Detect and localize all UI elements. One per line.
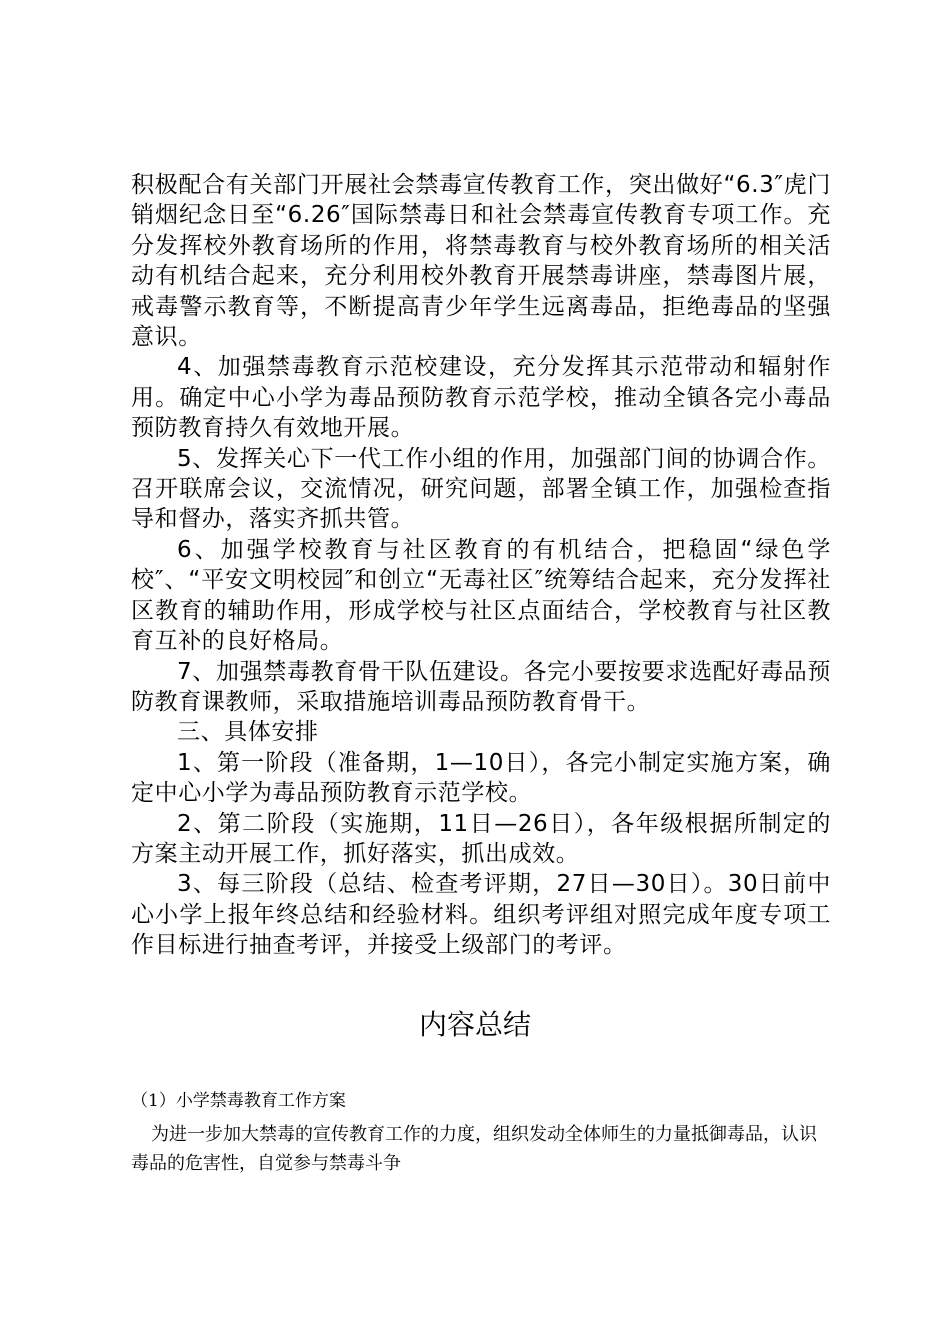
paragraph-item-4-model-school: 4、加强禁毒教育示范校建设，充分发挥其示范带动和辐射作用。确定中心小学为毒品预防教育示范学校，推动全镇各完小毒品预防教育持久有效地开展。 — [131, 354, 831, 442]
summary-section — [131, 1087, 831, 1178]
paragraph-stage-1: 1、第一阶段（准备期，1—10日），各完小制定实施方案，确定中心小学为毒品预防教育示范学校。 — [131, 749, 831, 807]
summary-sub-heading: （1）小学禁毒教育工作方案 — [131, 1091, 346, 1111]
paragraph-item-7-teacher-team: 7、加强禁毒教育骨干队伍建设。各完小要按要求选配好毒品预防教育课教师，采取措施培训毒品预防教育骨干。 — [131, 658, 831, 715]
paragraph-stage-3: 3、每三阶段（总结、检查考评期，27日—30日）。30日前中心小学上报年终总结和经验材料。组织考评组对照完成年度专项工作目标进行抽查考评，并接受上级部门的考评。 — [131, 871, 831, 959]
paragraph-item-6-school-community: 6、加强学校教育与社区教育的有机结合，把稳固“绿色学校″、“平安文明校园″和创立“无毒社区″统筹结合起来，充分发挥社区教育的辅助作用，形成学校与社区点面结合，学校教育与社区教育互补的良好格局。 — [131, 536, 831, 655]
paragraph-stage-2: 2、第二阶段（实施期，11日—26日），各年级根据所制定的方案主动开展工作，抓好落实，抓出成效。 — [131, 810, 831, 867]
paragraph-item-5-coordination: 5、发挥关心下一代工作小组的作用，加强部门间的协调合作。召开联席会议，交流情况，研究问题，部署全镇工作，加强检查指导和督办，落实齐抓共管。 — [131, 445, 831, 533]
summary-intro: 为进一步加大禁毒的宣传教育工作的力度，组织发动全体师生的力量抵御毒品，认识毒品的危害性，自觉参与禁毒斗争 — [131, 1124, 817, 1174]
section-heading-schedule: 三、具体安排 — [177, 719, 319, 746]
paragraph-drug-education-outreach: 积极配合有关部门开展社会禁毒宣传教育工作，突出做好“6.3″虎门销烟纪念日至“6.26″国际禁毒日和社会禁毒宣传教育专项工作。充分发挥校外教育场所的作用，将禁毒教育与校外教育场所的相关活动有机结合起来，充分利用校外教育开展禁毒讲座，禁毒图片展，戒毒警示教育等，不断提高青少年学生远离毒品，拒绝毒品的坚强意识。 — [131, 172, 831, 351]
document-body — [131, 170, 831, 961]
summary-title: 内容总结 — [418, 1008, 531, 1041]
